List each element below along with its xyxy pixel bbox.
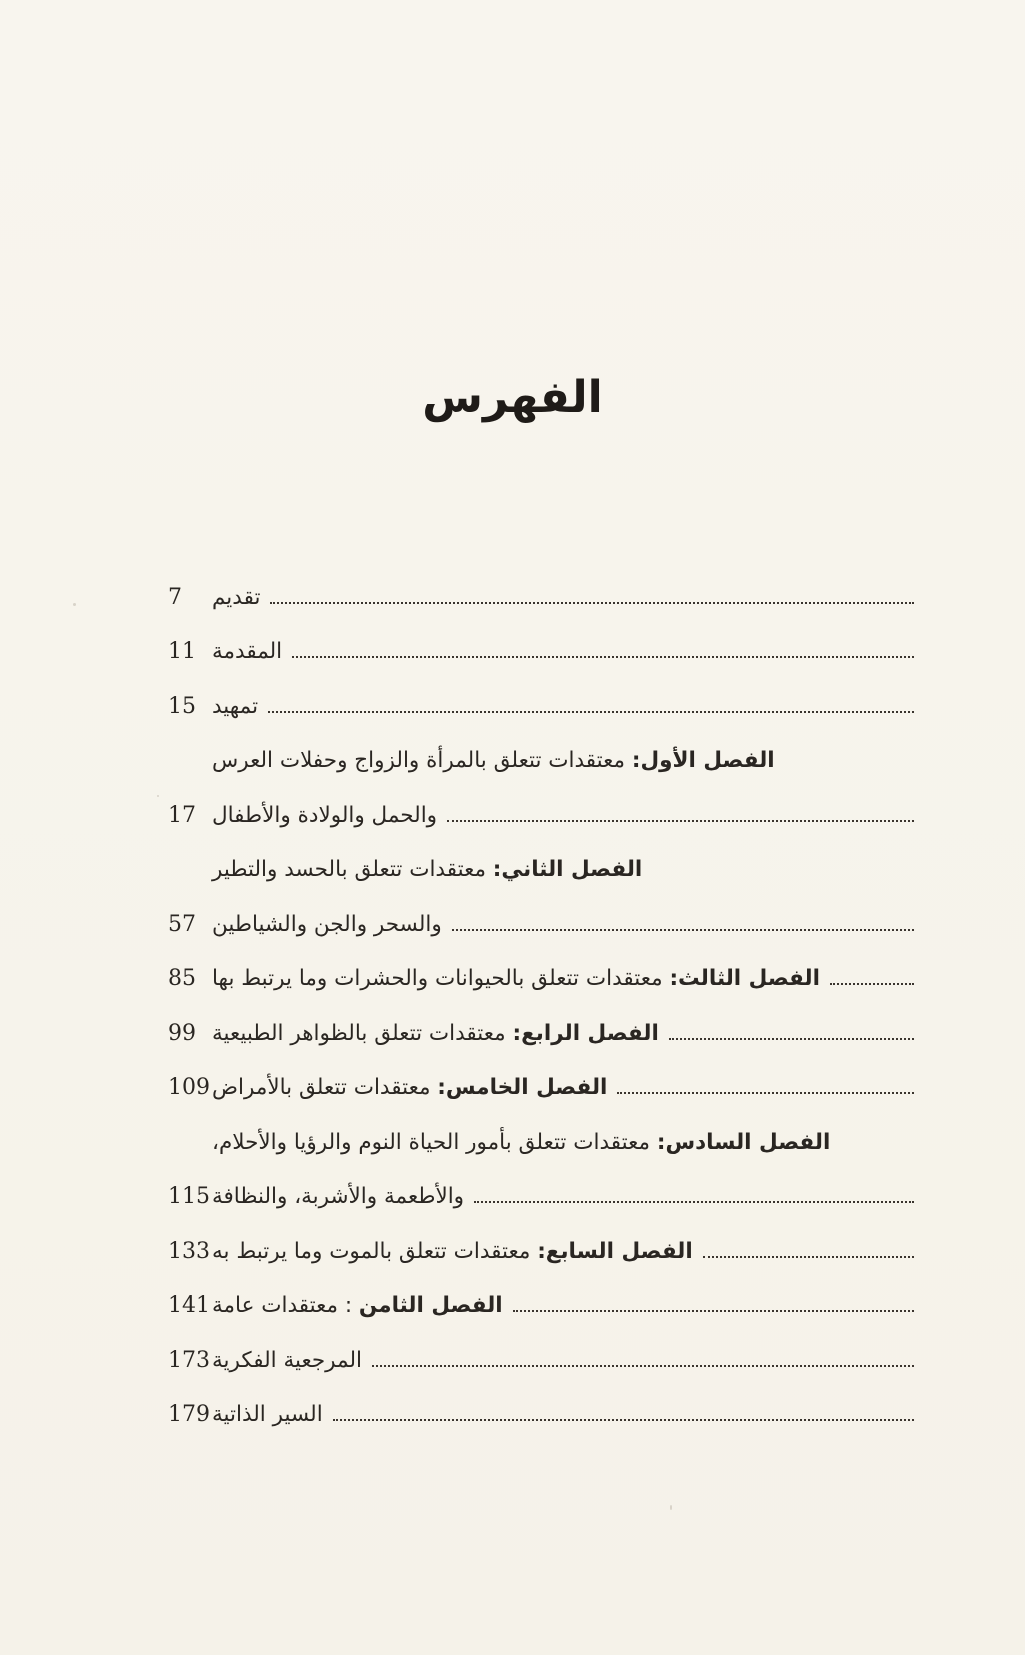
toc-page-number: 15	[168, 693, 196, 719]
toc-entry-text	[212, 1402, 924, 1427]
toc-entry-label: معتقدات تتعلق بأمور الحياة النوم والرؤيا والأحلام،	[212, 1129, 657, 1155]
page-title: الفهرس	[422, 372, 603, 423]
toc-page-number: 141	[168, 1293, 210, 1319]
toc-leader-dots	[292, 656, 914, 658]
toc-entry	[168, 679, 924, 734]
toc-entry	[168, 1224, 924, 1279]
toc-entry-title	[212, 639, 282, 664]
paper-speck	[670, 1505, 672, 1510]
toc-leader-dots	[830, 983, 914, 985]
toc-entry-text	[212, 1021, 924, 1046]
toc-entry	[168, 625, 924, 680]
toc-chapter-label: الفصل الثاني:	[492, 857, 643, 883]
toc-entry-text	[212, 912, 924, 937]
toc-entry	[168, 897, 924, 952]
toc-page-number: 115	[168, 1184, 210, 1210]
toc-entry	[168, 1061, 924, 1116]
toc-page-number: 57	[168, 911, 196, 937]
toc-page-number: 179	[168, 1402, 210, 1428]
toc-entry-title	[212, 1348, 362, 1373]
toc-entry	[168, 1333, 924, 1388]
toc-entry-label: معتقدات تتعلق بالموت وما يرتبط به	[212, 1238, 538, 1264]
toc-entry-label: السير الذاتية	[212, 1402, 323, 1428]
toc-entry-title	[212, 1402, 323, 1427]
toc-entry-text	[212, 694, 924, 719]
toc-entry	[168, 1279, 924, 1334]
toc-entry-text	[212, 803, 924, 828]
toc-page-number: 7	[168, 584, 182, 610]
toc-entry-text	[212, 1348, 924, 1373]
toc-entry-label: المقدمة	[212, 639, 283, 665]
toc-entry-text	[212, 748, 924, 773]
toc-leader-dots	[703, 1256, 914, 1258]
toc-page-number: 11	[168, 639, 196, 665]
toc-entry-label: المرجعية الفكرية	[212, 1347, 362, 1373]
toc-chapter-label: الفصل الثالث:	[669, 966, 820, 992]
toc-entry-text	[212, 966, 924, 991]
toc-entry-label: معتقدات تتعلق بالمرأة والزواج وحفلات العرس	[212, 748, 632, 774]
toc-entry-label: : معتقدات عامة	[212, 1293, 359, 1319]
toc-page-number: 173	[168, 1347, 210, 1373]
toc-leader-dots	[452, 929, 914, 931]
toc-entry	[168, 788, 924, 843]
toc-leader-dots	[669, 1038, 914, 1040]
toc-entry-title	[212, 857, 642, 882]
toc-entry-title	[212, 748, 775, 773]
toc-entry-text	[212, 639, 924, 664]
toc-page-number: 85	[168, 966, 196, 992]
toc-entry-text	[212, 1075, 924, 1100]
paper-speck	[157, 795, 159, 797]
toc-entry-label: معتقدات تتعلق بالظواهر الطبيعية	[212, 1020, 513, 1046]
toc-entry-title	[212, 1184, 464, 1209]
toc-page-number: 133	[168, 1238, 210, 1264]
table-of-contents	[168, 570, 924, 1442]
toc-entry-text	[212, 1184, 924, 1209]
toc-entry	[168, 1170, 924, 1225]
paper-speck	[73, 603, 76, 606]
toc-entry	[168, 1388, 924, 1443]
toc-leader-dots	[333, 1419, 914, 1421]
toc-entry-title	[212, 1130, 830, 1155]
toc-leader-dots	[513, 1310, 914, 1312]
toc-page-number: 17	[168, 802, 196, 828]
toc-entry	[168, 570, 924, 625]
toc-entry-label: معتقدات تتعلق بالأمراض	[212, 1075, 438, 1101]
toc-entry-label: معتقدات تتعلق بالحيوانات والحشرات وما يرتبط بها	[212, 966, 670, 992]
toc-entry-text	[212, 585, 924, 610]
toc-leader-dots	[474, 1201, 914, 1203]
toc-entry	[168, 1115, 924, 1170]
toc-entry-label: تمهيد	[212, 693, 259, 719]
toc-entry-text	[212, 1130, 924, 1155]
toc-leader-dots	[447, 820, 914, 822]
toc-entry-text	[212, 1239, 924, 1264]
toc-entry-title	[212, 1021, 659, 1046]
toc-entry-title	[212, 1239, 693, 1264]
toc-entry-text	[212, 1293, 924, 1318]
toc-page-number: 109	[168, 1075, 210, 1101]
toc-chapter-label: الفصل الخامس:	[437, 1075, 608, 1101]
toc-chapter-label: الفصل السابع:	[537, 1238, 693, 1264]
toc-entry	[168, 734, 924, 789]
toc-chapter-label: الفصل السادس:	[656, 1129, 831, 1155]
toc-entry-title	[212, 585, 260, 610]
toc-page-number: 99	[168, 1020, 196, 1046]
toc-chapter-label: الفصل الأول:	[631, 748, 775, 774]
toc-leader-dots	[270, 602, 914, 604]
toc-entry-title	[212, 966, 820, 991]
toc-entry-label: والسحر والجن والشياطين	[212, 911, 442, 937]
toc-entry	[168, 1006, 924, 1061]
toc-entry-label: تقديم	[212, 584, 261, 610]
toc-entry-title	[212, 803, 437, 828]
toc-entry-title	[212, 1075, 607, 1100]
toc-leader-dots	[268, 711, 914, 713]
toc-entry-text	[212, 857, 924, 882]
toc-entry-title	[212, 694, 258, 719]
toc-entry-label: والأطعمة والأشربة، والنظافة	[212, 1184, 465, 1210]
toc-entry-title	[212, 912, 442, 937]
toc-leader-dots	[617, 1092, 914, 1094]
toc-chapter-label: الفصل الثامن	[358, 1293, 503, 1319]
toc-chapter-label: الفصل الرابع:	[512, 1020, 659, 1046]
toc-entry	[168, 952, 924, 1007]
toc-entry-label: معتقدات تتعلق بالحسد والتطير	[212, 857, 493, 883]
toc-leader-dots	[372, 1365, 914, 1367]
toc-entry-label: والحمل والولادة والأطفال	[212, 802, 438, 828]
toc-entry-title	[212, 1293, 503, 1318]
toc-entry	[168, 843, 924, 898]
